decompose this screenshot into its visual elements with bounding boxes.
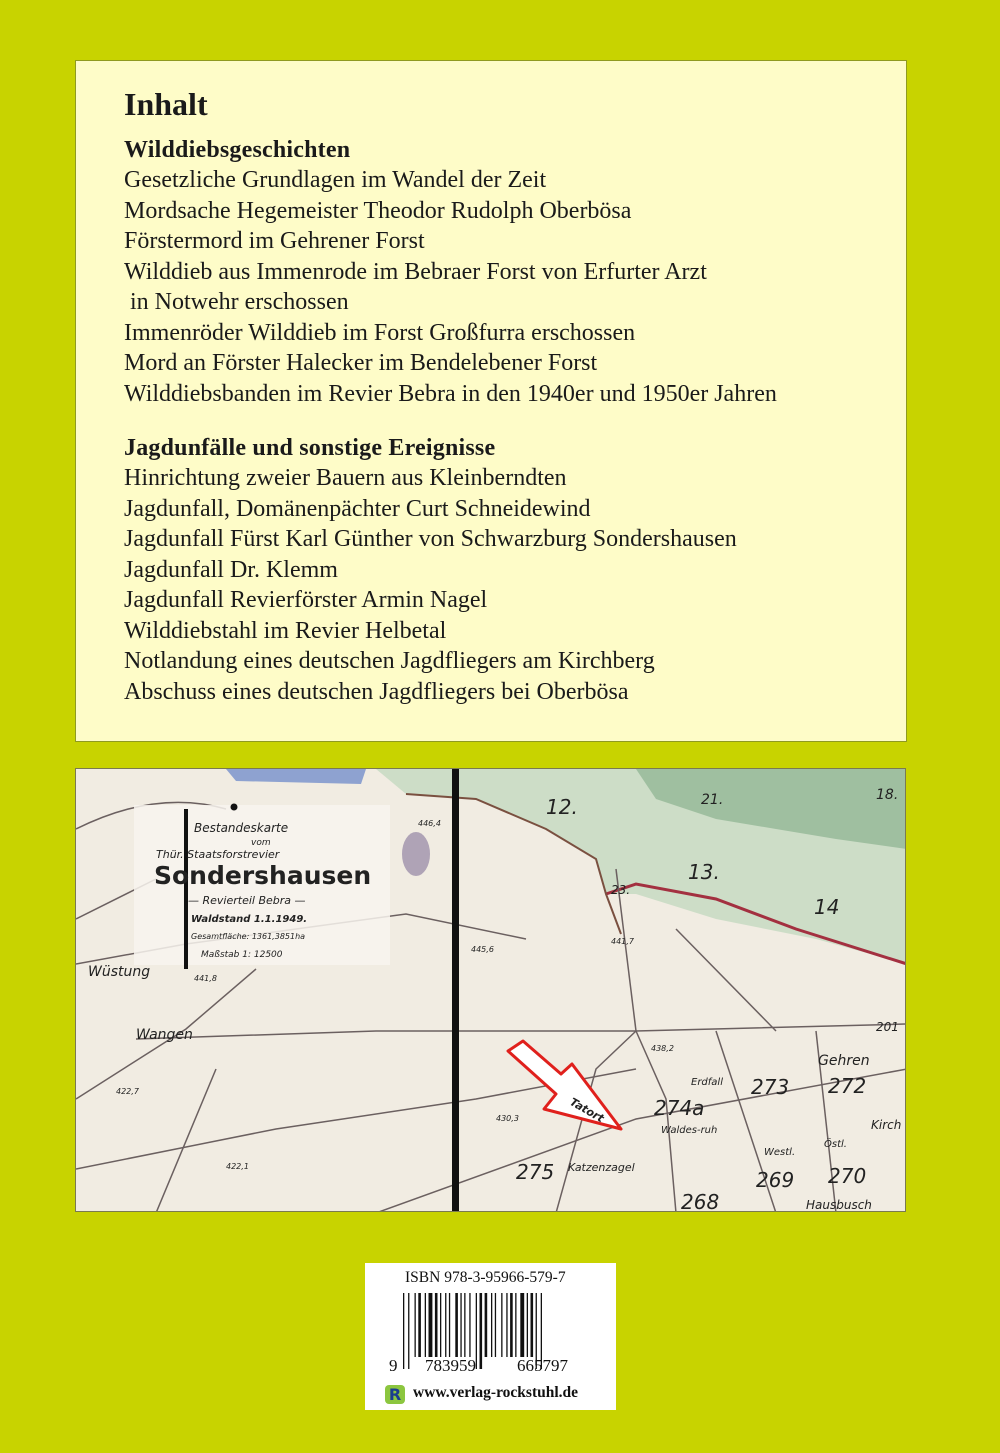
- barcode-bar: [531, 1293, 534, 1357]
- section-heading: Jagdunfälle und sonstige Ereignisse: [124, 435, 496, 461]
- toc-item: Mordsache Hegemeister Theodor Rudolph Oberbösa: [124, 197, 632, 224]
- elevation: 422,7: [116, 1087, 139, 1096]
- toc-item: Jagdunfall Fürst Karl Günther von Schwarzburg Sondershausen: [124, 526, 737, 552]
- legend-sondershausen: Sondershausen: [154, 861, 372, 890]
- elevation: 430,3: [496, 1114, 519, 1123]
- place-waldesruh: Waldes-ruh: [661, 1125, 718, 1136]
- elevation: 441,8: [194, 974, 217, 983]
- barcode-bar: [485, 1293, 488, 1357]
- isbn-barcode-label: [365, 1263, 616, 1410]
- barcode-bar: [510, 1293, 513, 1357]
- toc-item: in Notwehr erschossen: [124, 289, 349, 315]
- section-jagdunfaelle: [124, 433, 906, 707]
- toc-item: Mord an Förster Halecker im Bendelebener Forst: [124, 350, 598, 376]
- toc-item: Jagdunfall Dr. Klemm: [124, 556, 338, 583]
- barcode-bar: [491, 1293, 492, 1357]
- barcode-bar: [469, 1293, 470, 1357]
- place-erdfall: Erdfall: [691, 1077, 723, 1088]
- parcel-268: 268: [681, 1190, 720, 1212]
- legend-revier: Thür. Staatsforstrevier: [156, 848, 280, 861]
- barcode-bar: [415, 1293, 416, 1357]
- parcel-23: 23.: [611, 883, 631, 897]
- publisher-logo-icon: R: [385, 1385, 405, 1404]
- toc-item: Wilddiebsbanden im Revier Bebra in den 1940er und 1950er Jahren: [124, 380, 777, 407]
- barcode-bar: [435, 1293, 438, 1357]
- isbn-number: ISBN 978-3-95966-579-7: [405, 1269, 566, 1286]
- legend-massstab: Maßstab 1: 12500: [201, 950, 283, 960]
- parcel-14: 14: [814, 895, 840, 919]
- toc-item: Hinrichtung zweier Bauern aus Kleinberndten: [124, 465, 567, 491]
- toc-item: Jagdunfall, Domänenpächter Curt Schneidewind: [124, 495, 591, 522]
- toc-title: Inhalt: [124, 86, 208, 122]
- toc-item: Wilddiebstahl im Revier Helbetal: [124, 617, 447, 644]
- place-gehren: Gehren: [818, 1053, 870, 1069]
- barcode-bar: [460, 1293, 461, 1357]
- barcode-bar: [445, 1293, 446, 1357]
- parcel-18: 18.: [876, 787, 899, 803]
- legend-waldstand: Waldstand 1.1.1949.: [191, 914, 308, 925]
- tatort-arrow: [508, 1041, 621, 1129]
- toc-item: Immenröder Wilddieb im Forst Großfurra erschossen: [124, 319, 636, 346]
- barcode-digits-right: 665797: [517, 1356, 568, 1375]
- barcode-bar: [527, 1293, 528, 1357]
- place-wuestung: Wüstung: [88, 964, 151, 980]
- barcode-bar: [515, 1293, 516, 1357]
- parcel-270: 270: [828, 1164, 867, 1188]
- barcode-bar: [418, 1293, 421, 1357]
- parcel-273: 273: [751, 1075, 790, 1099]
- legend-title: Bestandeskarte: [194, 821, 289, 835]
- place-hausbusch: Hausbusch: [806, 1198, 872, 1212]
- parcel-274a: 274a: [654, 1096, 705, 1120]
- place-oestl: Östl.: [824, 1139, 847, 1150]
- table-of-contents: [75, 60, 907, 742]
- legend-revierteil: — Revierteil Bebra —: [188, 894, 306, 907]
- toc-item: Abschuss eines deutschen Jagdfliegers bei Oberbösa: [124, 678, 629, 705]
- parcel-269: 269: [756, 1168, 795, 1192]
- toc-item: Gesetzliche Grundlagen im Wandel der Zeit: [124, 167, 547, 193]
- place-wangen: Wangen: [136, 1027, 193, 1043]
- barcode-bar: [506, 1293, 507, 1357]
- place-kirch: Kirch: [871, 1118, 902, 1132]
- barcode-bar: [429, 1293, 433, 1357]
- barcode-bar: [440, 1293, 441, 1357]
- parcel-275: 275: [516, 1160, 555, 1184]
- barcode-bar: [455, 1293, 458, 1357]
- elevation: 446,4: [418, 819, 441, 828]
- place-katzenzagel: Katzenzagel: [568, 1161, 635, 1174]
- parcel-12: 12.: [546, 795, 578, 819]
- toc-item: Jagdunfall Revierförster Armin Nagel: [124, 587, 488, 613]
- historic-forest-map: [75, 768, 906, 1212]
- barcode-bar: [464, 1293, 465, 1357]
- map-fold-line: [452, 769, 459, 1212]
- toc-item: Förstermord im Gehrener Forst: [124, 228, 425, 254]
- barcode-bar: [501, 1293, 502, 1357]
- elevation: 441,7: [611, 937, 634, 946]
- elevation: 422,1: [226, 1162, 249, 1171]
- parcel-201: 201: [876, 1020, 899, 1034]
- ink-stain: [402, 832, 430, 876]
- barcode-bar: [425, 1293, 426, 1357]
- publisher-url[interactable]: www.verlag-rockstuhl.de: [413, 1384, 579, 1401]
- elevation: 445,6: [471, 945, 494, 954]
- barcode-bar: [520, 1293, 524, 1357]
- legend-gesamtflaeche: Gesamtfläche: 1361,3851ha: [191, 932, 306, 941]
- barcode-bar: [495, 1293, 496, 1357]
- place-tatort: Tatort: [567, 1095, 607, 1126]
- barcode-digits-left: 783959: [425, 1356, 476, 1375]
- barcode-digit-prefix: 9: [389, 1356, 398, 1375]
- toc-item: Notlandung eines deutschen Jagdfliegers am Kirchberg: [124, 648, 655, 674]
- section-heading: Wilddiebsgeschichten: [124, 137, 351, 163]
- parcel-272: 272: [828, 1074, 867, 1098]
- parcel-21: 21.: [701, 792, 724, 808]
- toc-item: Wilddieb aus Immenrode im Bebraer Forst von Erfurter Arzt: [124, 258, 707, 285]
- barcode-bar: [408, 1293, 409, 1369]
- section-wilddiebsgeschichten: [124, 135, 906, 409]
- legend-vom: vom: [251, 838, 271, 848]
- elevation: 438,2: [651, 1044, 674, 1053]
- barcode-bar: [480, 1293, 483, 1369]
- parcel-13: 13.: [688, 860, 720, 884]
- water-area: [226, 769, 366, 784]
- barcode-bar: [449, 1293, 450, 1357]
- place-westl: Westl.: [764, 1147, 796, 1158]
- barcode-bar: [403, 1293, 404, 1369]
